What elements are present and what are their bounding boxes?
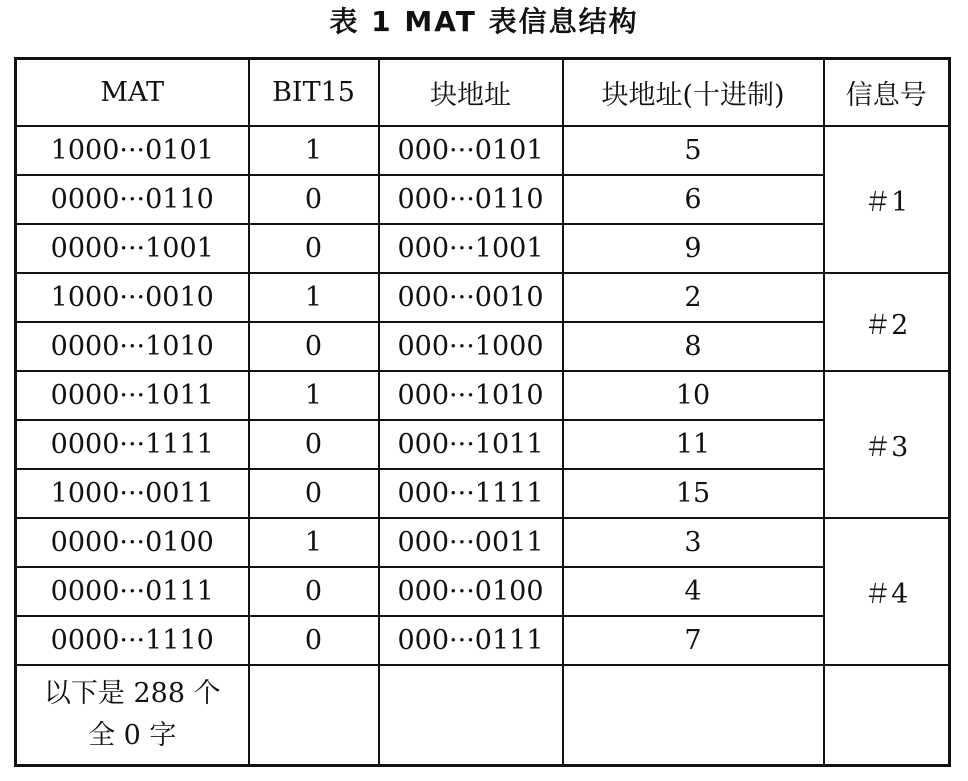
cell-mat: 0000···0100 <box>16 518 249 567</box>
header-block-address: 块地址 <box>379 59 563 127</box>
cell-bit15: 0 <box>249 420 379 469</box>
cell-empty <box>563 665 824 766</box>
cell-mat: 0000···0111 <box>16 567 249 616</box>
header-bit15: BIT15 <box>249 59 379 127</box>
cell-block-address-decimal: 7 <box>563 616 824 665</box>
cell-empty <box>249 665 379 766</box>
cell-block-address-decimal: 6 <box>563 175 824 224</box>
header-row <box>16 59 950 127</box>
remainder-note-line-2: 全 0 字 <box>88 720 177 751</box>
cell-block-address-decimal: 8 <box>563 322 824 371</box>
cell-bit15: 0 <box>249 175 379 224</box>
cell-block-address: 000···0101 <box>379 126 563 175</box>
cell-block-address-decimal: 4 <box>563 567 824 616</box>
cell-bit15: 0 <box>249 322 379 371</box>
cell-empty <box>824 665 950 766</box>
cell-block-address: 000···0010 <box>379 273 563 322</box>
cell-mat: 1000···0011 <box>16 469 249 518</box>
cell-block-address: 000···0100 <box>379 567 563 616</box>
cell-block-address-decimal: 3 <box>563 518 824 567</box>
cell-block-address: 000···0111 <box>379 616 563 665</box>
cell-bit15: 1 <box>249 371 379 420</box>
cell-mat: 0000···1001 <box>16 224 249 273</box>
cell-info-number: ＃1 <box>824 126 950 273</box>
cell-info-number: ＃2 <box>824 273 950 371</box>
table-row <box>16 224 950 273</box>
cell-mat: 0000···1111 <box>16 420 249 469</box>
mat-info-table <box>14 57 951 767</box>
cell-mat: 0000···1010 <box>16 322 249 371</box>
table-row <box>16 616 950 665</box>
cell-block-address: 000···1011 <box>379 420 563 469</box>
cell-block-address-decimal: 11 <box>563 420 824 469</box>
table-row <box>16 420 950 469</box>
cell-block-address: 000···1111 <box>379 469 563 518</box>
header-mat: MAT <box>16 59 249 127</box>
cell-mat: 0000···0110 <box>16 175 249 224</box>
table-row <box>16 322 950 371</box>
cell-block-address-decimal: 9 <box>563 224 824 273</box>
table-caption: 表 1 MAT 表信息结构 <box>329 5 639 38</box>
cell-block-address: 000···1010 <box>379 371 563 420</box>
cell-block-address-decimal: 5 <box>563 126 824 175</box>
table-row <box>16 126 950 175</box>
table-row <box>16 469 950 518</box>
table-row <box>16 518 950 567</box>
cell-empty <box>379 665 563 766</box>
cell-mat: 1000···0010 <box>16 273 249 322</box>
cell-info-number: ＃4 <box>824 518 950 665</box>
cell-block-address: 000···1000 <box>379 322 563 371</box>
cell-block-address: 000···0011 <box>379 518 563 567</box>
header-block-address-decimal: 块地址(十进制) <box>563 59 824 127</box>
header-info-number: 信息号 <box>824 59 950 127</box>
cell-bit15: 0 <box>249 469 379 518</box>
cell-bit15: 1 <box>249 273 379 322</box>
cell-bit15: 0 <box>249 567 379 616</box>
table-row <box>16 567 950 616</box>
cell-bit15: 1 <box>249 518 379 567</box>
cell-bit15: 0 <box>249 224 379 273</box>
cell-bit15: 0 <box>249 616 379 665</box>
table-row-remainder <box>16 665 950 766</box>
cell-block-address: 000···1001 <box>379 224 563 273</box>
cell-block-address-decimal: 10 <box>563 371 824 420</box>
cell-block-address-decimal: 15 <box>563 469 824 518</box>
cell-mat: 0000···1110 <box>16 616 249 665</box>
table-row <box>16 371 950 420</box>
table-row <box>16 273 950 322</box>
cell-bit15: 1 <box>249 126 379 175</box>
cell-remainder-note <box>16 665 249 766</box>
cell-mat: 0000···1011 <box>16 371 249 420</box>
remainder-note-line-1: 以下是 288 个 <box>43 678 221 709</box>
cell-mat: 1000···0101 <box>16 126 249 175</box>
cell-block-address: 000···0110 <box>379 175 563 224</box>
cell-block-address-decimal: 2 <box>563 273 824 322</box>
cell-info-number: ＃3 <box>824 371 950 518</box>
table-row <box>16 175 950 224</box>
